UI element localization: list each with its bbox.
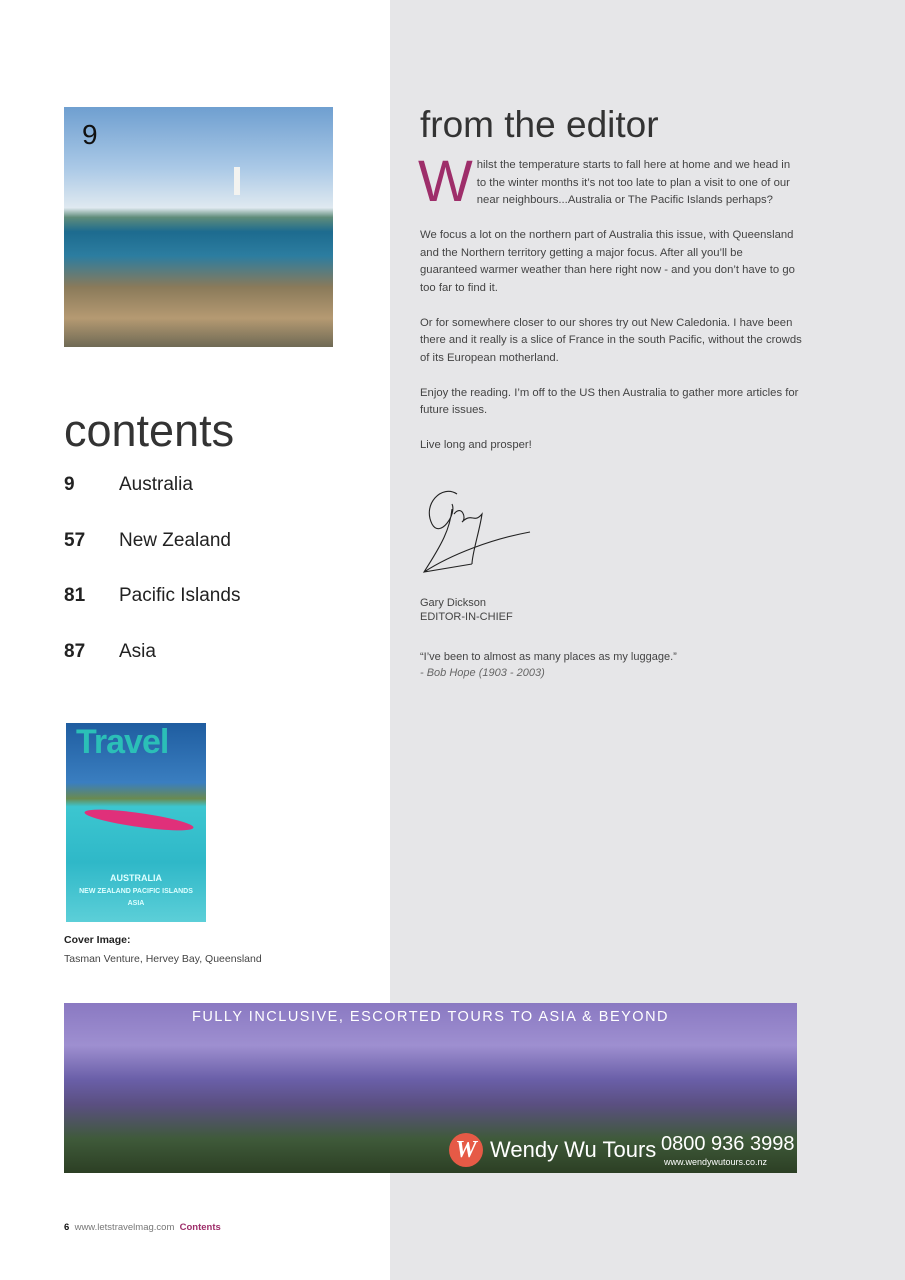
quote-text: “I’ve been to almost as many places as my luggage.”: [420, 651, 677, 663]
editor-signoff: [420, 596, 513, 624]
cover-caption-text: Tasman Venture, Hervey Bay, Queensland: [64, 953, 262, 965]
ad-phone: 0800 936 3998: [661, 1133, 795, 1155]
contents-page: 9: [64, 474, 75, 495]
footer-section: Contents: [179, 1222, 221, 1233]
quote-author: - Bob Hope (1903 - 2003): [420, 667, 545, 679]
cover-line: ASIA: [127, 900, 145, 907]
drop-cap: W: [418, 149, 473, 214]
contents-item[interactable]: [64, 585, 240, 607]
page-footer: [64, 1222, 221, 1233]
cover-line: AUSTRALIA: [110, 873, 162, 883]
editor-paragraph: Live long and prosper!: [420, 439, 532, 451]
cover-logo: Travel: [76, 723, 169, 761]
magazine-cover-image: [66, 723, 206, 922]
contents-label: Pacific Islands: [119, 585, 241, 606]
contents-title: contents: [64, 405, 235, 456]
wendy-wu-advert[interactable]: [64, 1003, 797, 1173]
kayak-shape: [84, 805, 195, 834]
footer-site[interactable]: www.letstravelmag.com: [74, 1222, 175, 1233]
contents-label: Asia: [119, 641, 156, 662]
editor-name: Gary Dickson: [420, 597, 487, 609]
hero-page-number: 9: [82, 119, 98, 150]
editor-paragraph: hilst the temperature starts to fall here at home and we head in to the winter months it’s not too late to plan a visit to one of our near neighbours...Australia or The Pacific Islands perhaps?: [476, 159, 791, 206]
wendy-wu-logo-icon: W: [449, 1133, 483, 1167]
contents-label: Australia: [119, 474, 193, 495]
editor-role: EDITOR-IN-CHIEF: [420, 611, 513, 623]
cover-caption-label: Cover Image:: [64, 934, 131, 946]
ad-brand: Wendy Wu Tours: [490, 1137, 657, 1162]
editor-letter: [418, 149, 802, 472]
editor-paragraph: Enjoy the reading. I’m off to the US then Australia to gather more articles for future issues.: [420, 386, 799, 416]
contents-item[interactable]: [64, 474, 193, 496]
lighthouse-shape: [234, 167, 240, 195]
editor-quote: [420, 649, 677, 681]
ad-url[interactable]: www.wendywutours.co.nz: [664, 1157, 768, 1167]
editor-title: from the editor: [420, 104, 659, 145]
contents-page: 57: [64, 530, 86, 551]
footer-page-number: 6: [64, 1222, 70, 1233]
hero-image-reef: [64, 107, 333, 347]
contents-item[interactable]: [64, 641, 156, 663]
contents-label: New Zealand: [119, 530, 231, 551]
editor-signature: [412, 484, 537, 579]
editor-paragraph: We focus a lot on the northern part of Australia this issue, with Queensland and the Northern territory getting a major focus. After all you’ll be guaranteed warmer weather than here right now - and you don’t have to go too far to find it.: [420, 229, 795, 294]
ad-headline: FULLY INCLUSIVE, ESCORTED TOURS TO ASIA & BEYOND: [191, 1009, 670, 1025]
editor-paragraph: Or for somewhere closer to our shores try out New Caledonia. I have been there and it really is a slice of France in the south Pacific, without the crowds of its European motherland.: [420, 316, 802, 364]
cover-line: NEW ZEALAND PACIFIC ISLANDS: [79, 888, 193, 895]
contents-item[interactable]: [64, 530, 231, 552]
contents-page: 81: [64, 585, 86, 606]
contents-page: 87: [64, 641, 86, 662]
